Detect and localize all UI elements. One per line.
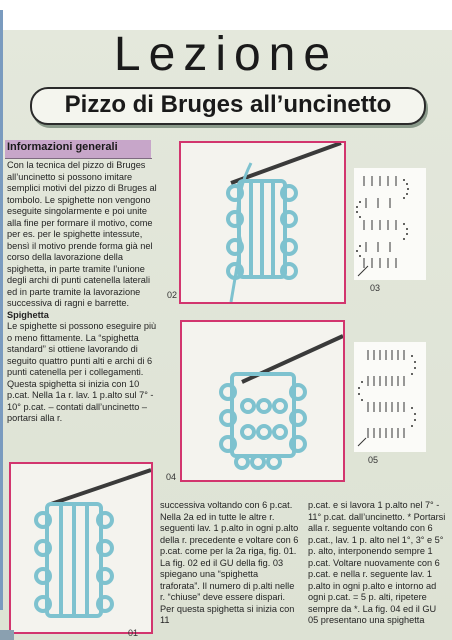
arrow-icon [358,438,366,446]
figure-label-05: 05 [368,455,379,465]
crochet-sample-01-image [11,464,151,632]
section-heading: Informazioni generali [7,141,118,153]
crochet-sample-02-image [181,143,344,302]
intro-column [7,160,159,425]
photo-01 [9,462,153,634]
chart-05-symbols [354,342,426,452]
page-title: Lezione [113,28,339,81]
section-rule [5,158,152,159]
left-edge-strip [0,10,3,610]
figure-label-01: 01 [128,628,139,638]
figure-label-02: 02 [167,290,178,300]
chart-03-symbols [354,168,426,280]
figure-label-03: 03 [370,283,381,293]
photo-04 [180,320,345,482]
photo-02 [179,141,346,304]
text-column-3: p.cat. e si lavora 1 p.alto nel 7° - 11° p.cat. dall’uncinetto. * Portarsi alla r. seguente voltando con 6 p.cat., lav. 1 p. alto nel 1°, 3° e 5° p. alto, interponendo sempre 1 p.cat. Voltare nuovamente con 6 p.cat. e nella r. seguente lav. 1 p.alto in ogni p.alto e intorno ad ogni p.cat. = 5 p. alti, ripetere sempre da *. La fig. 04 ed il GU 05 presentano una spighetta [308,500,446,625]
diagram-03 [354,168,426,280]
lace-strip-02 [228,181,296,278]
spighetta-paragraph: Le spighette si possono eseguire più o meno fittamente. La “spighetta standard” si ottiene lavorando di seguito quattro punti alti e archi di 6 punti catenella per i collegamenti. Questa spighetta si inizia con 10 p.cat. Nella 1a r. lav. 1 p.alto sul 7° - 10° p.cat. – contati dall’uncinetto – portarsi alla r. [7,321,157,423]
arrow-icon [358,266,368,276]
page-corner-tag [0,630,14,640]
top-band [0,0,452,30]
intro-paragraph: Con la tecnica del pizzo di Bruges all’uncinetto si possono imitare semplici motivi del pizzo di Bruges al tombolo. Le spighette non vengono eseguite singolarmente e poi unite alla fine per formare il motivo, come per es. per le spighette intessute, bensì il motivo prende forma già nel corso della lavorazione della spighetta, in parte tramite l’unione degli archi di punti catenella laterali ed in parte tramite la lavorazione successiva di ragni e barrette. [7,160,157,308]
subtitle-banner [30,87,426,125]
page-subtitle: Pizzo di Bruges all’uncinetto [64,91,392,118]
figure-label-04: 04 [166,472,177,482]
crochet-sample-04-image [182,322,343,480]
lace-strip-04 [221,374,305,468]
crochet-hook-icon [231,143,341,183]
diagram-05 [354,342,426,452]
text-column-2: successiva voltando con 6 p.cat. Nella 2a ed in tutte le altre r. seguenti lav. 1 p.alto in ogni p.alto della r. precedente e voltare con 6 p.cat. come per la 2a riga, fig. 01. La fig. 02 ed il GU della fig. 03 spiegano una “spighetta traforata”. Il numero di p.alti nelle r. “chiuse” deve essere dispari. Per questa spighetta si inizia con 11 [160,500,299,625]
crochet-hook-icon [51,470,151,504]
lace-strip-01 [36,504,112,616]
spighetta-heading: Spighetta [7,309,49,320]
